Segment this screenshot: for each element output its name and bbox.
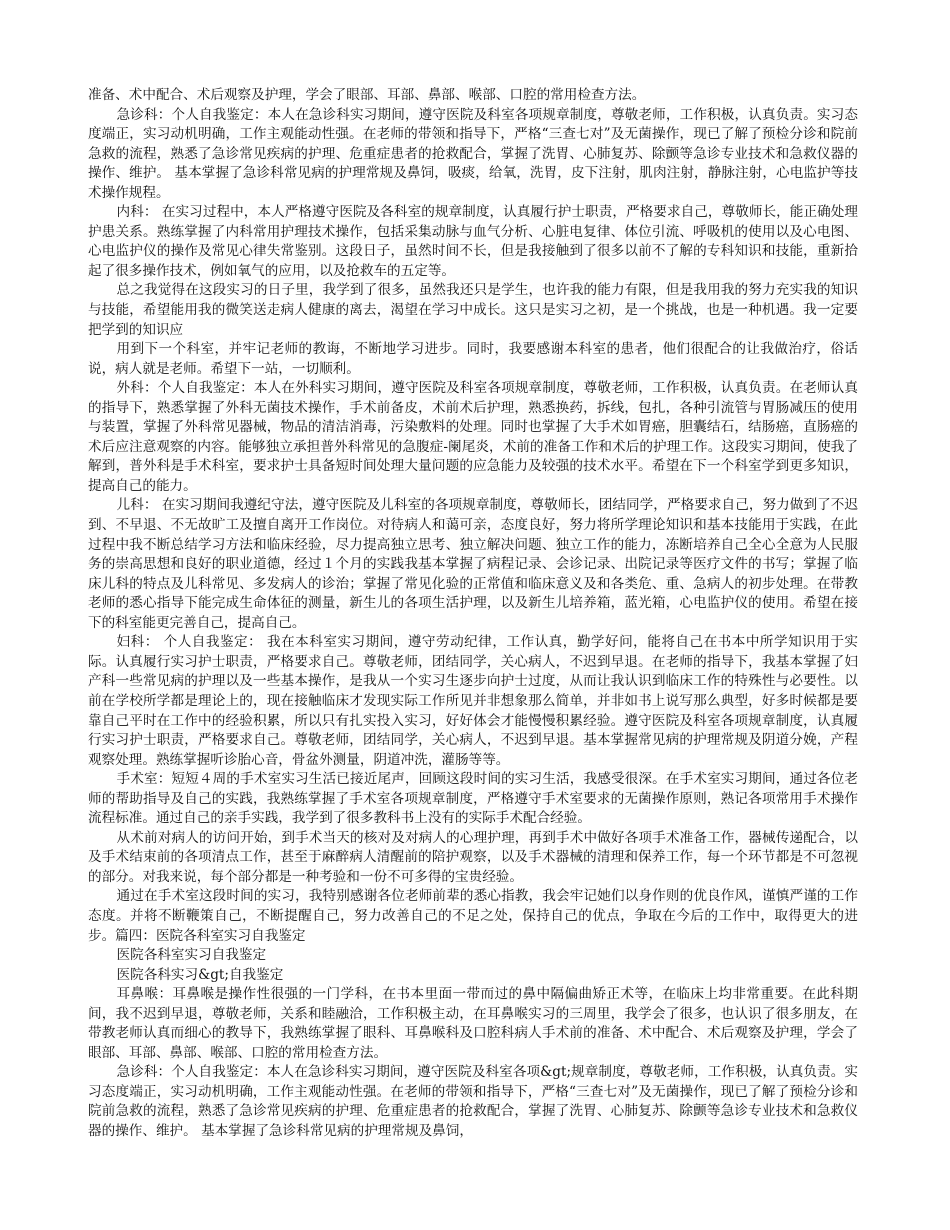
paragraph-summary: 总之我觉得在这段实习的日子里，我学到了很多，虽然我还只是学生，也许我的能力有限，但是我用我的努力充实我的知识与技能，希望能用我的微笑送走病人健康的离去，渴望在学习中成长。这只是实习之初，是一个挑战，也是一种机遇。我一定要把学到的知识应 xyxy=(88,282,858,338)
paragraph-operating-room-process: 从术前对病人的访问开始，到手术当天的核对及对病人的心理护理，再到手术中做好各项手术准备工作，器械传递配合，以及手术结束前的各项清点工作，甚至于麻醉病人清醒前的陪护观察，以及手术器械的清理和保养工作，每一个环节都是不可忽视的部分。对我来说，每个部分都是一种考验和一份不可多得的宝贵经验。 xyxy=(88,829,858,885)
paragraph-emergency-dept-repeat: 急诊科：个人自我鉴定：本人在急诊科实习期间，遵守医院及科室各项&gt;规章制度，尊敬老师，工作积极，认真负责。实习态度端正，实习动机明确，工作主观能动性强。在老师的带领和指导下，严格“三查七对”及无菌操作，现已了解了预检分诊和院前急救的流程，熟悉了急诊常见疾病的护理、危重症患者的抢救配合，掌握了洗胃、心肺复苏、除颤等急诊专业技术和急救仪器的操作、维护。 基本掌握了急诊科常见病的护理常规及鼻饲， xyxy=(88,1064,858,1139)
paragraph-operating-room: 手术室：短短４周的手术室实习生活已接近尾声，回顾这段时间的实习生活，我感受很深。在手术室实习期间，通过各位老师的帮助指导及自己的实践，我熟练掌握了手术室各项规章制度，严格遵守手术室要求的无菌操作原则，熟记各项常用手术操作流程标准。通过自己的亲手实践，我学到了很多教科书上没有的实际手术配合经验。 xyxy=(88,771,858,827)
paragraph-emergency-dept: 急诊科：个人自我鉴定：本人在急诊科实习期间，遵守医院及科室各项规章制度，尊敬老师，工作积极，认真负责。实习态度端正，实习动机明确，工作主观能动性强。在老师的带领和指导下，严格“三查七对”及无菌操作，现已了解了预检分诊和院前急救的流程，熟悉了急诊常见疾病的护理、危重症患者的抢救配合，掌握了洗胃、心肺复苏、除颤等急诊专业技术和急救仪器的操作、维护。 基本掌握了急诊科常见病的护理常规及鼻饲，吸痰，给氧，洗胃，皮下注射，肌肉注射，静脉注射，心电监护等技术操作规程。 xyxy=(88,106,858,201)
document-page xyxy=(88,86,858,1142)
paragraph-operating-room-thanks: 通过在手术室这段时间的实习，我特别感谢各位老师前辈的悉心指教，我会牢记她们以身作则的优良作风，谨慎严谨的工作态度。并将不断鞭策自己，不断提醒自己，努力改善自己的不足之处，保持自己的优点，争取在今后的工作中，取得更大的进步。篇四：医院各科室实习自我鉴定 xyxy=(88,888,858,944)
paragraph-internal-medicine: 内科： 在实习过程中，本人严格遵守医院及各科室的规章制度，认真履行护士职责，严格要求自己，尊敬师长，能正确处理护患关系。熟练掌握了内科常用护理技术操作，包括采集动脉与血气分析、心脏电复律、体位引流、呼吸机的使用以及心电图、心电监护仪的操作及常见心律失常鉴别。这段日子，虽然时间不长，但是我接触到了很多以前不了解的专科知识和技能，重新拾起了很多操作技术，例如氧气的应用，以及抢救车的五定等。 xyxy=(88,204,858,279)
paragraph-pediatrics: 儿科： 在实习期间我遵纪守法，遵守医院及儿科室的各项规章制度，尊敬师长，团结同学，严格要求自己，努力做到了不迟到、不早退、不无故旷工及擅自离开工作岗位。对待病人和蔼可亲，态度良好，努力将所学理论知识和基本技能用于实践，在此过程中我不断总结学习方法和临床经验，尽力提高独立思考、独立解决问题、独立工作的能力，冻断培养自己全心全意为人民服务的崇高思想和良好的职业道德，经过１个月的实践我基本掌握了病程记录、会诊记录、出院记录等医疗文件的书写；掌握了临床儿科的特点及儿科常见、多发病人的诊治；掌握了常见化验的正常值和临床意义及和各类危、重、急病人的初步处理。在带教老师的悉心指导下能完成生命体征的测量，新生儿的各项生活护理，以及新生儿培养箱，蓝光箱，心电监护仪的使用。希望在接下的科室能更完善自己，提高自己。 xyxy=(88,497,858,631)
section-subheading: 医院各科实习&gt;自我鉴定 xyxy=(116,966,284,983)
paragraph-surgery-dept: 外科：个人自我鉴定：本人在外科实习期间，遵守医院及科室各项规章制度，尊敬老师，工作积极，认真负责。在老师认真的指导下，熟悉掌握了外科无菌技术操作，手术前备皮，术前术后护理，熟悉换药，拆线，包扎，各种引流管与胃肠减压的使用与装置，掌握了外科常见器械，物品的清洁消毒，污染敷料的处理。同时也掌握了大手术如胃癌，胆囊结石，结肠癌，直肠癌的术后应注意观察的内容。能够独立承担普外科常见的急腹症-阑尾炎，术前的准备工作和术后的护理工作。这段实习期间，使我了解到，普外科是手术科室，要求护士具备短时间处理大量问题的应急能力及较强的技术水平。希望在下一个科室学到更多知识，提高自己的能力。 xyxy=(88,380,858,494)
paragraph-gynecology: 妇科： 个人自我鉴定： 我在本科室实习期间，遵守劳动纪律，工作认真，勤学好问，能将自己在书本中所学知识用于实际。认真履行实习护士职责，严格要求自己。尊敬老师，团结同学，关心病人，不迟到早退。在老师的指导下，我基本掌握了妇产科一些常见病的护理以及一些基本操作，是我从一个实习生逐步向护士过度，从而让我认识到临床工作的特殊性与必要性。以前在学校所学都是理论上的，现在接触临床才发现实际工作所见并非想象那么简单，并非如书上说写那么典型，好多时候都是要靠自己平时在工作中的经验积累，所以只有扎实投入实习，好好体会才能慢慢积累经验。遵守医院及科室各项规章制度，认真履行实习护士职责，严格要求自己。尊敬老师，团结同学，关心病人，不迟到早退。基本掌握常见病的护理常规及阴道分娩，产程观察处理。熟练掌握听诊胎心音，骨盆外测量，阴道冲洗，灌肠等等。 xyxy=(88,634,858,768)
paragraph-summary-continued: 用到下一个科室，并牢记老师的教诲，不断地学习进步。同时，我要感谢本科室的患者，他们很配合的让我做治疗，俗话说，病人就是老师。希望下一站，一切顺利。 xyxy=(88,341,858,377)
paragraph-ent: 耳鼻喉：耳鼻喉是操作性很强的一门学科，在书本里面一带而过的鼻中隔偏曲矫正术等，在临床上均非常重要。在此科期间，我不迟到早退，尊敬老师，关系和睦融洽，工作积极主动，在耳鼻喉实习的三周里，我学会了很多，也认识了很多朋友，在带教老师认真而细心的教导下，我熟练掌握了眼科、耳鼻喉科及口腔科病人手术前的准备、术中配合、术后观察及护理，学会了眼部、耳部、鼻部、喉部、口腔的常用检查方法。 xyxy=(88,986,858,1061)
paragraph-ent-continuation: 准备、术中配合、术后观察及护理，学会了眼部、耳部、鼻部、喉部、口腔的常用检查方法。 xyxy=(88,87,646,103)
section-heading: 医院各科室实习自我鉴定 xyxy=(116,947,267,964)
